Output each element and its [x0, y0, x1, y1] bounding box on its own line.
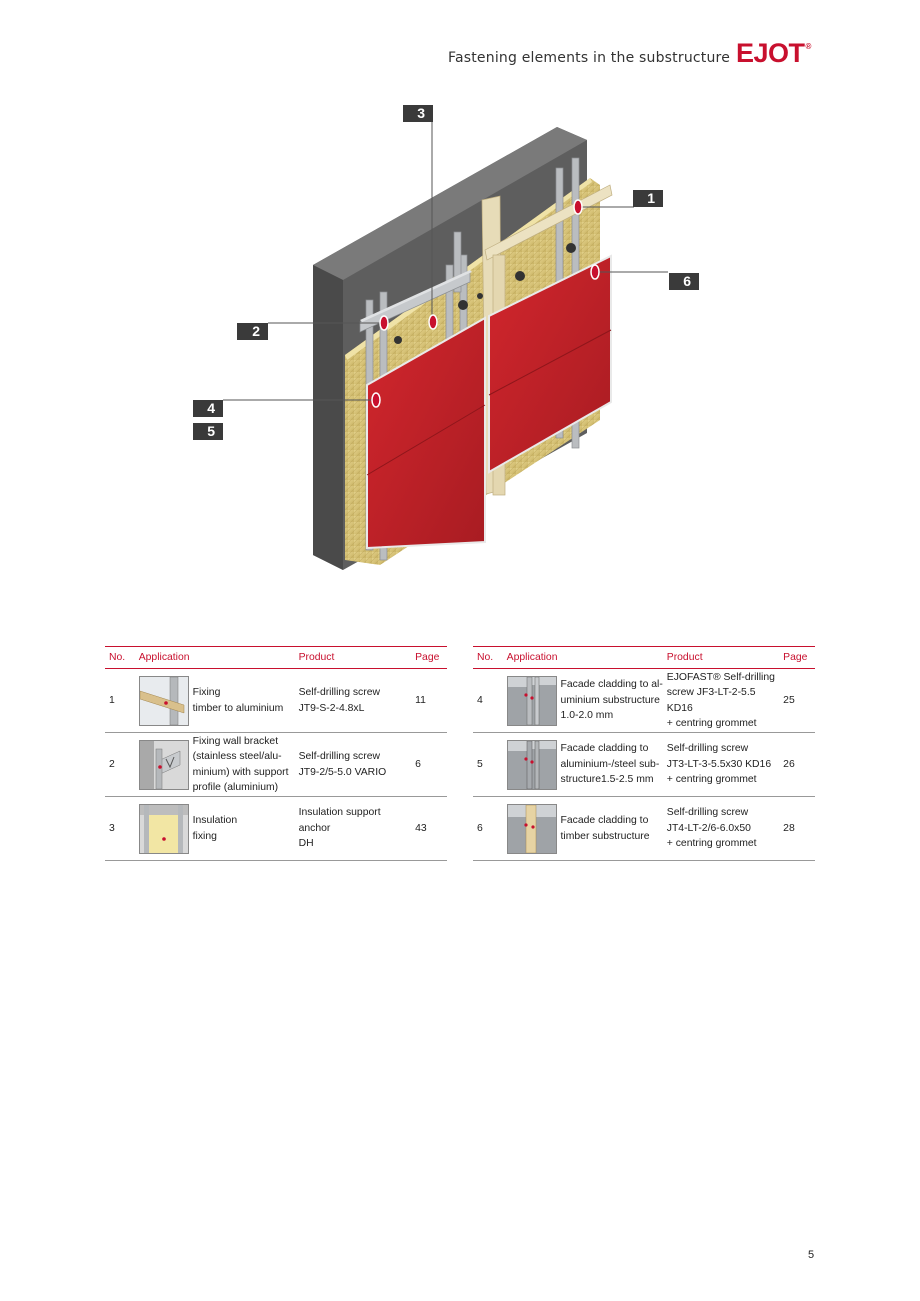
row-application: Facade cladding to aluminium-/steel sub- structure1.5-2.5 mm — [561, 733, 667, 797]
row-page: 6 — [415, 733, 447, 797]
row-product: Self-drilling screw JT3-LT-3-5.5x30 KD16 + centring grommet — [667, 733, 783, 797]
products-table-right — [473, 646, 815, 861]
header-no: No. — [473, 647, 507, 669]
page-header-title: Fastening elements in the substructure — [448, 50, 731, 66]
row-product: Self-drilling screw JT4-LT-2/6-6.0x50 + centring grommet — [667, 797, 783, 861]
row-no: 1 — [105, 669, 139, 733]
callout-2: 2 — [237, 323, 268, 340]
row-product: EJOFAST® Self-drilling screw JF3-LT-2-5.5 KD16 + centring grommet — [667, 669, 783, 733]
row-product: Self-drilling screw JT9-2/5-5.0 VARIO — [299, 733, 416, 797]
row-page: 25 — [783, 669, 815, 733]
header-application: Application — [139, 647, 299, 669]
row-no: 6 — [473, 797, 507, 861]
header-product: Product — [667, 647, 783, 669]
table-row — [473, 733, 815, 797]
header-page: Page — [783, 647, 815, 669]
row-no: 2 — [105, 733, 139, 797]
products-table-left — [105, 646, 447, 861]
timber-aluminium-fixing-icon — [139, 676, 189, 726]
callout-3: 3 — [403, 105, 433, 122]
table-row — [105, 733, 447, 797]
callout-6: 6 — [669, 273, 699, 290]
table-row — [473, 797, 815, 861]
wall-bracket-fixing-icon — [139, 740, 189, 790]
row-page: 43 — [415, 797, 447, 861]
header-product: Product — [299, 647, 416, 669]
row-application: Facade cladding to al- uminium substructure 1.0-2.0 mm — [561, 669, 667, 733]
header-application: Application — [507, 647, 667, 669]
row-no: 5 — [473, 733, 507, 797]
callout-1: 1 — [633, 190, 663, 207]
callout-4: 4 — [193, 400, 223, 417]
row-application: Fixing timber to aluminium — [193, 669, 299, 733]
row-product: Insulation support anchor DH — [299, 797, 416, 861]
row-application: Facade cladding to timber substructure — [561, 797, 667, 861]
cladding-aluminium-icon — [507, 676, 557, 726]
table-row — [105, 797, 447, 861]
row-page: 28 — [783, 797, 815, 861]
callout-5: 5 — [193, 423, 223, 440]
row-no: 3 — [105, 797, 139, 861]
row-page: 26 — [783, 733, 815, 797]
row-no: 4 — [473, 669, 507, 733]
page-number: 5 — [808, 1249, 815, 1261]
header-no: No. — [105, 647, 139, 669]
row-application: Insulation fixing — [193, 797, 299, 861]
ejot-logo: EJOT® — [736, 38, 811, 68]
cladding-steel-icon — [507, 740, 557, 790]
facade-diagram — [0, 0, 920, 600]
table-row — [473, 669, 815, 733]
row-page: 11 — [415, 669, 447, 733]
table-row — [105, 669, 447, 733]
header-page: Page — [415, 647, 447, 669]
insulation-fixing-icon — [139, 804, 189, 854]
row-application: Fixing wall bracket (stainless steel/alu- minium) with support profile (aluminium) — [193, 733, 299, 797]
row-product: Self-drilling screw JT9-S-2-4.8xL — [299, 669, 416, 733]
cladding-timber-icon — [507, 804, 557, 854]
